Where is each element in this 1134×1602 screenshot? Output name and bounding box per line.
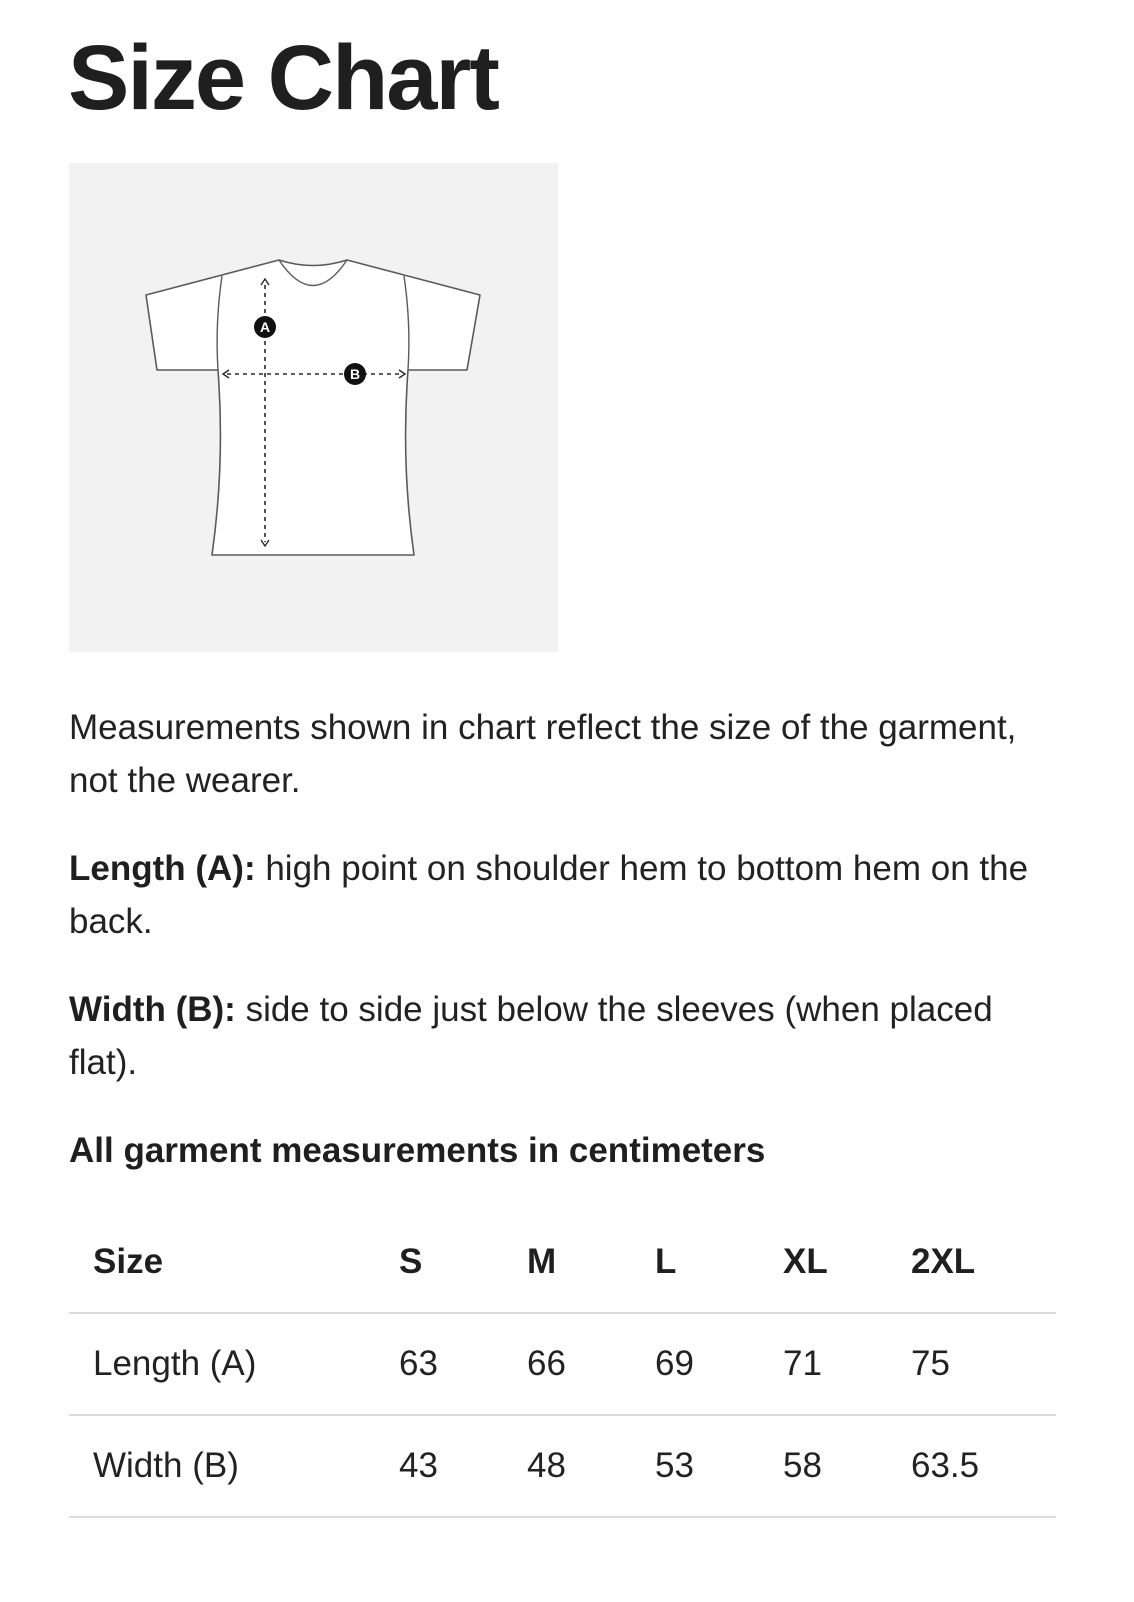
table-cell: 63: [399, 1313, 527, 1415]
marker-b-label: B: [349, 366, 361, 382]
header-s: S: [399, 1212, 527, 1313]
intro-text: Measurements shown in chart reflect the size of the garment, not the wearer.: [69, 708, 1017, 800]
width-term: Width (B):: [69, 990, 236, 1029]
length-description: high point on shoulder hem to bottom hem on the back.: [69, 849, 1029, 941]
table-cell: 58: [783, 1415, 911, 1517]
width-definition: [69, 983, 1059, 1089]
page-title: Size Chart: [68, 27, 498, 129]
header-l: L: [655, 1212, 783, 1313]
header-m: M: [527, 1212, 655, 1313]
header-2xl: 2XL: [911, 1212, 1056, 1313]
length-term: Length (A):: [69, 849, 256, 888]
header-size: Size: [69, 1212, 399, 1313]
table-cell: 53: [655, 1415, 783, 1517]
table-cell: 69: [655, 1313, 783, 1415]
header-xl: XL: [783, 1212, 911, 1313]
table-cell: 66: [527, 1313, 655, 1415]
tshirt-measurement-diagram: [69, 163, 558, 652]
size-table: [69, 1212, 1056, 1518]
row-label-width: Width (B): [69, 1415, 399, 1517]
table-row: [69, 1415, 1056, 1517]
table-cell: 71: [783, 1313, 911, 1415]
marker-a-label: A: [259, 319, 271, 335]
table-cell: 48: [527, 1415, 655, 1517]
table-cell: 63.5: [911, 1415, 1056, 1517]
length-definition: [69, 842, 1059, 948]
tshirt-outline: [146, 260, 480, 555]
width-description: side to side just below the sleeves (when placed flat).: [69, 990, 993, 1082]
table-cell: 75: [911, 1313, 1056, 1415]
table-header-row: [69, 1212, 1056, 1313]
table-cell: 43: [399, 1415, 527, 1517]
table-row: [69, 1313, 1056, 1415]
row-label-length: Length (A): [69, 1313, 399, 1415]
units-heading: All garment measurements in centimeters: [69, 1131, 766, 1170]
